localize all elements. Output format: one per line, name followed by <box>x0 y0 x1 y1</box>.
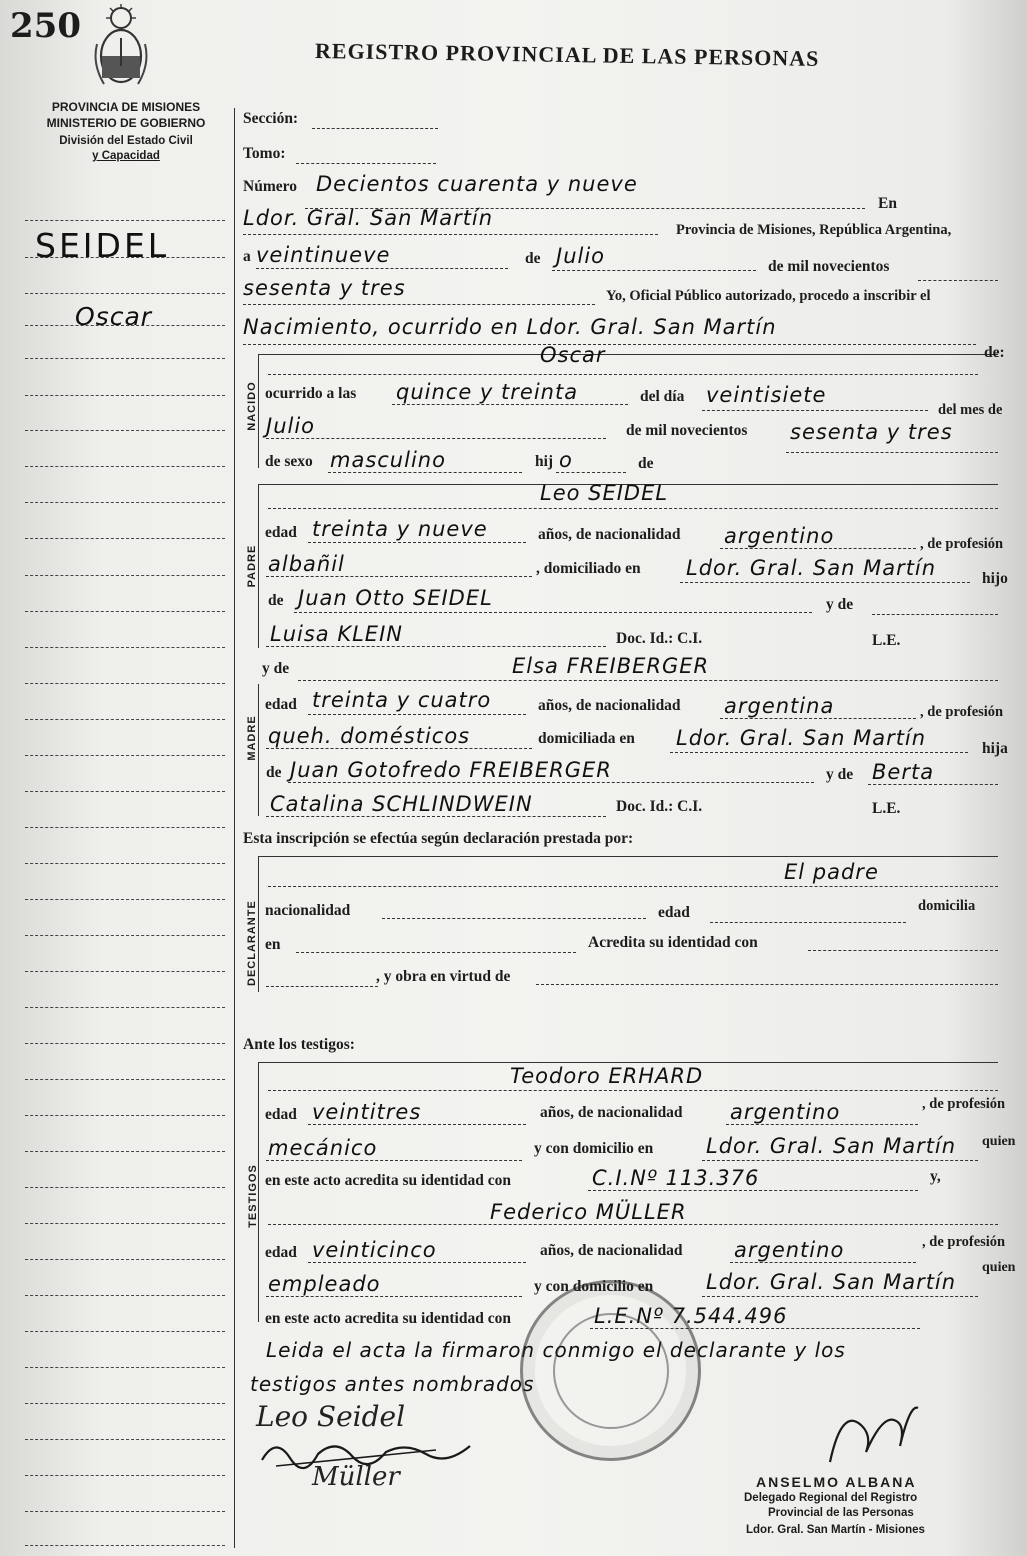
label-de-sexo: de sexo <box>265 453 313 470</box>
label-profesion-madre: , de profesión <box>920 704 1004 720</box>
label-domicilia: domicilia <box>918 898 976 914</box>
org-division: División del Estado Civil <box>59 135 193 147</box>
nombre-value: Oscar <box>540 343 606 367</box>
coat-of-arms-icon <box>92 4 150 92</box>
label-domiciliada: domiciliada en <box>538 730 635 747</box>
hora-value: quince y treinta <box>396 380 579 404</box>
label-edad-padre: edad <box>265 524 297 541</box>
label-y-de-p: y de <box>826 596 854 613</box>
label-de-abuelo-p: de <box>268 592 284 609</box>
label-le-padre: L.E. <box>872 632 901 649</box>
section-nacido: NACIDO <box>246 381 258 431</box>
testigo2-edad: veinticinco <box>312 1238 437 1262</box>
padre-value: Leo SEIDEL <box>540 481 669 505</box>
label-de: de <box>525 250 541 267</box>
abuela-materna-2: Catalina SCHLINDWEIN <box>270 792 533 816</box>
label-numero: Número <box>243 178 297 195</box>
label-domicilio-t2: y con domicilio en <box>534 1278 654 1295</box>
label-de-mil-2: de mil novecientos <box>626 422 748 439</box>
section-declarante: DECLARANTE <box>246 900 258 986</box>
label-doc-madre: Doc. Id.: C.I. <box>616 798 703 815</box>
signature-official <box>822 1396 922 1470</box>
dia-value: veintinueve <box>256 243 391 267</box>
testigo2-value: Federico MÜLLER <box>490 1200 687 1224</box>
org-province: PROVINCIA DE MISIONES <box>51 100 201 114</box>
label-de-mil: de mil novecientos <box>768 258 890 275</box>
label-seccion: Sección: <box>243 110 299 127</box>
label-del-dia: del día <box>640 388 685 405</box>
madre-domicilio-value: Ldor. Gral. San Martín <box>676 726 927 750</box>
label-y-de-m: y de <box>826 766 854 783</box>
org-ministry: MINISTERIO DE GOBIERNO <box>46 116 206 130</box>
numero-value: Decientos cuarenta y nueve <box>316 172 638 196</box>
label-nacionalidad: nacionalidad <box>265 902 351 919</box>
mes-value: Julio <box>556 244 606 268</box>
official-title-2: Provincial de las Personas <box>768 1507 914 1519</box>
note-line-1: Leida el acta la firmaron conmigo el declarante y los <box>266 1338 846 1362</box>
abuela-paterna-value: Luisa KLEIN <box>270 622 403 646</box>
label-hijo: hijo <box>982 570 1008 587</box>
official-title-1: Delegado Regional del Registro <box>744 1492 918 1504</box>
testigo2-nac: argentino <box>734 1238 845 1262</box>
label-y-obra: , y obra en virtud de <box>376 968 511 985</box>
label-de-colon: de: <box>984 344 1005 361</box>
testigo1-nac: argentino <box>730 1100 841 1124</box>
madre-profesion-value: queh. domésticos <box>268 724 471 748</box>
margin-given-name: Oscar <box>75 302 153 331</box>
label-hij: hij <box>535 453 554 470</box>
label-ante-testigos: Ante los testigos: <box>243 1036 355 1053</box>
label-de-2: de <box>638 455 654 472</box>
testigo1-dom: Ldor. Gral. San Martín <box>706 1134 957 1158</box>
label-yo-oficial: Yo, Oficial Público autorizado, procedo a inscribir el <box>606 288 931 304</box>
signature-declarante: Leo Seidel <box>256 1400 406 1433</box>
lugar-value: Ldor. Gral. San Martín <box>243 206 494 230</box>
hijo-suffix: o <box>559 448 573 472</box>
label-edad-madre: edad <box>265 696 297 713</box>
padre-profesion-value: albañil <box>268 552 345 576</box>
label-y-de-madre: y de <box>262 660 290 677</box>
section-madre: MADRE <box>246 715 258 761</box>
label-tomo: Tomo: <box>243 145 286 162</box>
dia-nac-value: veintisiete <box>706 383 827 407</box>
padre-nac-value: argentino <box>724 524 835 548</box>
label-esta-inscripcion: Esta inscripción se efectúa según declaración prestada por: <box>243 830 634 847</box>
label-edad-decl: edad <box>658 904 690 921</box>
label-acto-t2: en este acto acredita su identidad con <box>265 1310 511 1327</box>
testigo1-edad: veintitres <box>312 1100 422 1124</box>
abuela-materna-1: Berta <box>872 760 935 784</box>
declarante-value: El padre <box>784 860 879 884</box>
note-line-2: testigos antes nombrados <box>250 1372 535 1396</box>
label-anos-t1: años, de nacionalidad <box>540 1104 683 1121</box>
label-en-decl: en <box>265 936 281 953</box>
label-y-t1: y, <box>930 1168 941 1185</box>
testigo2-prof: empleado <box>268 1272 381 1296</box>
testigo2-dom: Ldor. Gral. San Martín <box>706 1270 957 1294</box>
label-anos-madre: años, de nacionalidad <box>538 697 681 714</box>
field-seccion <box>312 128 438 129</box>
signature-witness-2: Müller <box>312 1462 400 1492</box>
label-anos-padre: años, de nacionalidad <box>538 526 681 543</box>
acto-value: Nacimiento, ocurrido en Ldor. Gral. San Martín <box>243 315 777 339</box>
testigo1-doc: C.I.Nº 113.376 <box>592 1166 760 1190</box>
section-padre: PADRE <box>246 544 258 588</box>
madre-value: Elsa FREIBERGER <box>512 654 710 678</box>
official-title-3: Ldor. Gral. San Martín - Misiones <box>746 1524 925 1536</box>
testigo2-doc: L.E.Nº 7.544.496 <box>594 1304 788 1328</box>
label-de-abuelo-m: de <box>266 764 282 781</box>
sexo-value: masculino <box>330 448 446 472</box>
padre-edad-value: treinta y nueve <box>312 517 488 541</box>
page-title: REGISTRO PROVINCIAL DE LAS PERSONAS <box>314 38 820 71</box>
label-le-madre: L.E. <box>872 800 901 817</box>
madre-nac-value: argentina <box>724 694 835 718</box>
label-quien-t2: quien <box>982 1260 1016 1275</box>
label-edad-t1: edad <box>265 1106 297 1123</box>
label-doc-padre: Doc. Id.: C.I. <box>616 630 703 647</box>
label-quien-t1: quien <box>982 1134 1016 1149</box>
label-anos-t2: años, de nacionalidad <box>540 1242 683 1259</box>
section-testigos: TESTIGOS <box>247 1164 259 1228</box>
abuelo-materno-value: Juan Gotofredo FREIBERGER <box>290 758 612 782</box>
padre-domicilio-value: Ldor. Gral. San Martín <box>686 556 937 580</box>
abuelo-paterno-value: Juan Otto SEIDEL <box>298 586 493 610</box>
label-ocurrido: ocurrido a las <box>265 385 357 402</box>
anio-nac-value: sesenta y tres <box>790 420 953 444</box>
label-domicilio-t1: y con domicilio en <box>534 1140 654 1157</box>
margin-surname: SEIDEL <box>35 226 170 265</box>
label-acto-t1: en este acto acredita su identidad con <box>265 1172 511 1189</box>
testigo1-value: Teodoro ERHARD <box>510 1064 704 1088</box>
label-a: a <box>243 248 251 265</box>
madre-edad-value: treinta y cuatro <box>312 688 492 712</box>
anio-value: sesenta y tres <box>243 276 406 300</box>
mes-nac-value: Julio <box>266 414 316 438</box>
margin-divider <box>234 108 235 1548</box>
page-number: 250 <box>10 6 81 46</box>
label-del-mes: del mes de <box>938 402 1003 418</box>
label-domiciliado: , domiciliado en <box>536 560 641 577</box>
field-tomo <box>296 163 436 164</box>
official-name: ANSELMO ALBANA <box>756 1474 917 1490</box>
label-profesion-t2: , de profesión <box>922 1234 1006 1250</box>
testigo1-prof: mecánico <box>268 1136 378 1160</box>
org-capacity: y Capacidad <box>92 150 160 162</box>
label-hija: hija <box>982 740 1008 757</box>
label-profesion-padre: , de profesión <box>920 536 1004 552</box>
label-provincia: Provincia de Misiones, República Argentina, <box>676 222 952 238</box>
label-en: En <box>878 195 897 212</box>
label-edad-t2: edad <box>265 1244 297 1261</box>
label-profesion-t1: , de profesión <box>922 1096 1006 1112</box>
official-seal <box>520 1280 701 1461</box>
label-acredita: Acredita su identidad con <box>588 934 758 951</box>
